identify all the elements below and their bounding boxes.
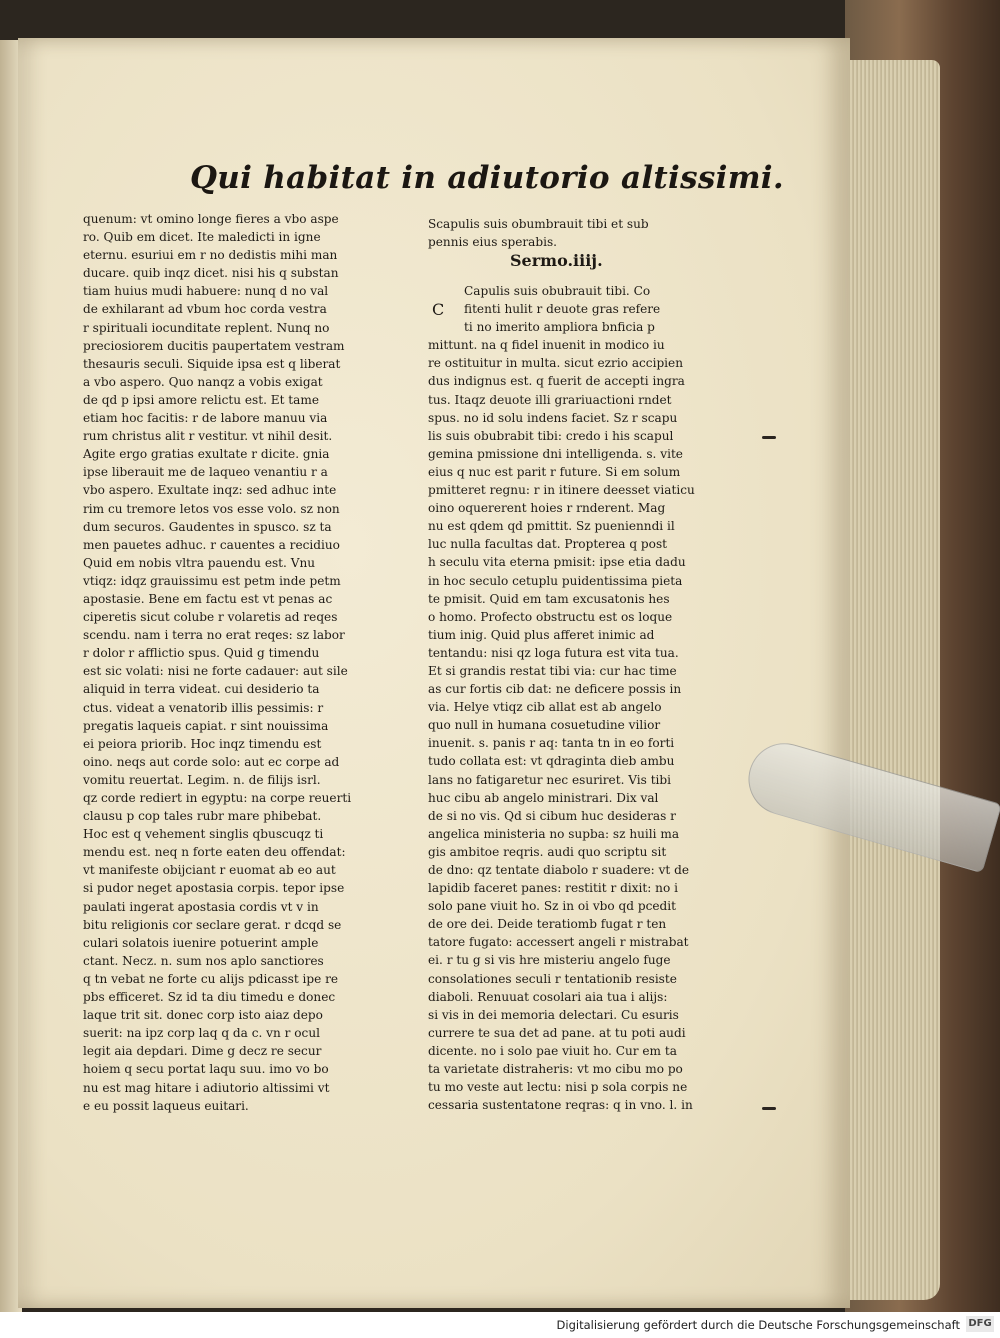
- text-line: apostasie. Bene em factu est vt penas ac: [83, 591, 333, 606]
- text-line: est sic volati: nisi ne forte cadauer: aut sile: [83, 664, 348, 679]
- left-text-column: [83, 210, 413, 1115]
- text-line: ei. r tu g si vis hre misteriu angelo fuge: [428, 953, 671, 968]
- text-line: ciperetis sicut colube r volaretis ad reqes: [83, 610, 338, 625]
- dfg-logo: DFG: [966, 1316, 994, 1332]
- text-line: legit aia depdari. Dime g decz re secur: [83, 1044, 322, 1059]
- text-line: via. Helye vtiqz cib allat est ab angelo: [428, 700, 662, 715]
- text-line: Capulis suis obubrauit tibi. Co: [464, 284, 651, 298]
- text-line: diaboli. Renuuat cosolari aia tua i alijs:: [428, 989, 668, 1004]
- text-line: currere te sua det ad pane. at tu poti audi: [428, 1025, 686, 1040]
- text-line: tus. Itaqz deuote illi grariuactioni rndet: [428, 392, 672, 407]
- text-line: clausu p cop tales rubr mare phibebat.: [83, 809, 322, 824]
- text-line: Quid em nobis vltra pauendu est. Vnu: [83, 555, 316, 570]
- text-line: de qd p ipsi amore relictu est. Et tame: [83, 392, 320, 407]
- text-line: ducare. quib inqz dicet. nisi his q substan: [83, 266, 339, 281]
- text-line: cessaria sustentatone reqras: q in vno. l. in: [428, 1098, 693, 1113]
- text-line: q tn vebat ne forte cu alijs pdicasst ipe re: [83, 971, 339, 986]
- text-line: si vis in dei memoria delectari. Cu esuris: [428, 1007, 679, 1022]
- text-line: h seculu vita eterna pmisit: ipse etia dadu: [428, 555, 686, 570]
- text-line: a vbo aspero. Quo nanqz a vobis exigat: [83, 374, 323, 389]
- text-line: mittunt. na q fidel inuenit in modico iu: [428, 338, 665, 353]
- text-line: spus. no id solu indens faciet. Sz r scapu: [428, 410, 678, 425]
- text-line: pbs efficeret. Sz id ta diu timedu e donec: [83, 990, 336, 1005]
- text-line: paulati ingerat apostasia cordis vt v in: [83, 899, 319, 914]
- text-line: as cur fortis cib dat: ne deficere possis in: [428, 682, 682, 697]
- funding-notice: Digitalisierung gefördert durch die Deutsche Forschungsgemeinschaft: [556, 1318, 960, 1332]
- text-line: eius q nuc est parit r future. Si em solum: [428, 464, 681, 479]
- text-line: de exhilarant ad vbum hoc corda vestra: [83, 302, 327, 317]
- text-line: pregatis laqueis capiat. r sint nouissima: [83, 718, 329, 733]
- text-line: mendu est. neq n forte eaten deu offendat:: [83, 845, 346, 860]
- text-line: tiam huius mudi habuere: nunq d no val: [83, 284, 329, 299]
- text-line: oino. neqs aut corde solo: aut ec corpe ad: [83, 754, 340, 769]
- text-line: oino oquererent hoies r rnderent. Mag: [428, 501, 666, 516]
- margin-mark: [762, 436, 776, 439]
- text-line: vtiqz: idqz grauissimu est petm inde petm: [83, 573, 341, 588]
- text-line: pmitteret regnu: r in itinere deesset viaticu: [428, 483, 695, 498]
- margin-mark: [762, 1107, 776, 1110]
- text-line: thesauris seculi. Siquide ipsa est q liberat: [83, 356, 341, 371]
- text-line: e eu possit laqueus euitari.: [83, 1098, 249, 1113]
- drop-initial: C: [432, 300, 445, 319]
- text-line: culari solatois iuenire potuerint ample: [83, 935, 319, 950]
- text-line: nu est mag hitare i adiutorio altissimi vt: [83, 1080, 330, 1095]
- text-line: tatore fugato: accessert angeli r mistrabat: [428, 935, 689, 950]
- text-line: de dno: qz tentate diabolo r suadere: vt de: [428, 863, 690, 877]
- page-heading: Qui habitat in adiutorio altissimi.: [190, 160, 784, 196]
- text-line: r dolor r afflictio spus. Quid g timendu: [83, 646, 320, 661]
- text-line: Et si grandis restat tibi via: cur hac time: [428, 663, 677, 678]
- right-text-column: [428, 282, 728, 1114]
- text-line: fitenti hulit r deuote gras refere: [464, 302, 661, 317]
- text-line: huc cibu ab angelo ministrari. Dix val: [428, 790, 659, 805]
- text-line: tium inig. Quid plus afferet inimic ad: [428, 627, 655, 642]
- text-line: tentandu: nisi qz loga futura est vita tua.: [428, 645, 679, 660]
- text-line: ctus. videat a venatorib illis pessimis: r: [83, 700, 324, 715]
- text-line: ei peiora priorib. Hoc inqz timendu est: [83, 736, 322, 751]
- text-line: ta varietate distraheris: vt mo cibu mo po: [428, 1062, 683, 1077]
- sermon-heading: Sermo.iiij.: [510, 251, 603, 270]
- text-line: o homo. Profecto obstructu est os loque: [428, 609, 673, 624]
- text-line: vbo aspero. Exultate inqz: sed adhuc inte: [83, 483, 337, 498]
- text-line: dum securos. Gaudentes in spusco. sz ta: [83, 519, 332, 534]
- text-line: vt manifeste obijciant r euomat ab eo aut: [83, 863, 336, 878]
- text-line: consolationes seculi r tentationib resiste: [428, 971, 677, 986]
- text-line: Agite ergo gratias exultate r dicite. gnia: [83, 447, 330, 462]
- text-line: Scapulis suis obumbrauit tibi et sub: [428, 217, 649, 231]
- text-line: lans no fatigaretur nec esuriret. Vis tibi: [428, 772, 672, 787]
- text-line: bitu religionis cor seclare gerat. r dcqd se: [83, 917, 342, 932]
- text-line: r spirituali iocunditate replent. Nunq no: [83, 320, 330, 335]
- text-line: de si no vis. Qd si cibum huc desideras r: [428, 808, 676, 823]
- text-line: luc nulla facultas dat. Propterea q post: [428, 537, 668, 552]
- text-line: dicente. no i solo pae viuit ho. Cur em ta: [428, 1043, 677, 1058]
- text-line: scendu. nam i terra no erat reqes: sz labor: [83, 628, 345, 643]
- text-line: pennis eius sperabis.: [428, 235, 558, 250]
- text-line: nu est qdem qd pmittit. Sz puenienndi il: [428, 519, 675, 534]
- right-column-verse: [428, 215, 728, 251]
- text-line: tu mo veste aut lectu: nisi p sola corpis ne: [428, 1080, 688, 1095]
- text-line: ipse liberauit me de laqueo venantiu r a: [83, 465, 328, 480]
- text-line: laque trit sit. donec corp isto aiaz depo: [83, 1008, 323, 1023]
- text-line: quo null in humana cosuetudine vilior: [428, 718, 661, 733]
- text-line: aliquid in terra videat. cui desiderio ta: [83, 682, 320, 697]
- text-line: si pudor neget apostasia corpis. tepor ipse: [83, 881, 345, 896]
- text-line: ctant. Necz. n. sum nos aplo sanctiores: [83, 953, 324, 968]
- text-line: solo pane viuit ho. Sz in oi vbo qd pcedit: [428, 899, 676, 914]
- text-line: preciosiorem ducitis paupertatem vestram: [83, 338, 345, 353]
- text-line: de ore dei. Deide teratiomb fugat r ten: [428, 917, 667, 932]
- text-line: men pauetes adhuc. r cauentes a recidiuo: [83, 537, 340, 552]
- text-line: Hoc est q vehement singlis qbuscuqz ti: [83, 827, 324, 842]
- text-line: ti no imerito ampliora bnficia p: [464, 320, 655, 335]
- text-line: suerit: na ipz corp laq q da c. vn r ocul: [83, 1026, 320, 1041]
- text-line: eternu. esuriui em r no dedistis mihi man: [83, 248, 338, 263]
- text-line: dus indignus est. q fuerit de accepti ingra: [428, 374, 685, 389]
- text-line: rum christus alit r vestitur. vt nihil desit.: [83, 429, 333, 444]
- text-line: hoiem q secu portat laqu suu. imo vo bo: [83, 1062, 329, 1077]
- text-line: rim cu tremore letos vos esse volo. sz non: [83, 501, 340, 516]
- text-line: gemina pmissione dni intelligenda. s. vite: [428, 446, 683, 461]
- text-line: tudo collata est: vt qdraginta dieb ambu: [428, 754, 675, 769]
- text-line: lis suis obubrabit tibi: credo i his scapul: [428, 428, 674, 443]
- text-line: qz corde rediert in egyptu: na corpe reuerti: [83, 791, 352, 805]
- text-line: etiam hoc facitis: r de labore manuu via: [83, 411, 328, 426]
- text-line: lapidib faceret panes: restitit r dixit: no i: [428, 881, 678, 896]
- footer-bar: [0, 1312, 1000, 1338]
- text-line: angelica ministeria no supba: sz huili ma: [428, 826, 680, 841]
- text-line: gis ambitoe reqris. audi quo scriptu sit: [428, 844, 667, 859]
- text-line: in hoc seculo cetuplu puidentissima pieta: [428, 573, 683, 588]
- text-line: te pmisit. Quid em tam excusatonis hes: [428, 591, 670, 606]
- text-line: quenum: vt omino longe fieres a vbo aspe: [83, 212, 339, 226]
- text-line: inuenit. s. panis r aq: tanta tn in eo forti: [428, 736, 675, 751]
- text-line: ro. Quib em dicet. Ite maledicti in igne: [83, 230, 321, 245]
- text-line: vomitu reuertat. Legim. n. de filijs isrl.: [83, 772, 321, 787]
- text-line: re ostituitur in multa. sicut ezrio accipien: [428, 356, 683, 371]
